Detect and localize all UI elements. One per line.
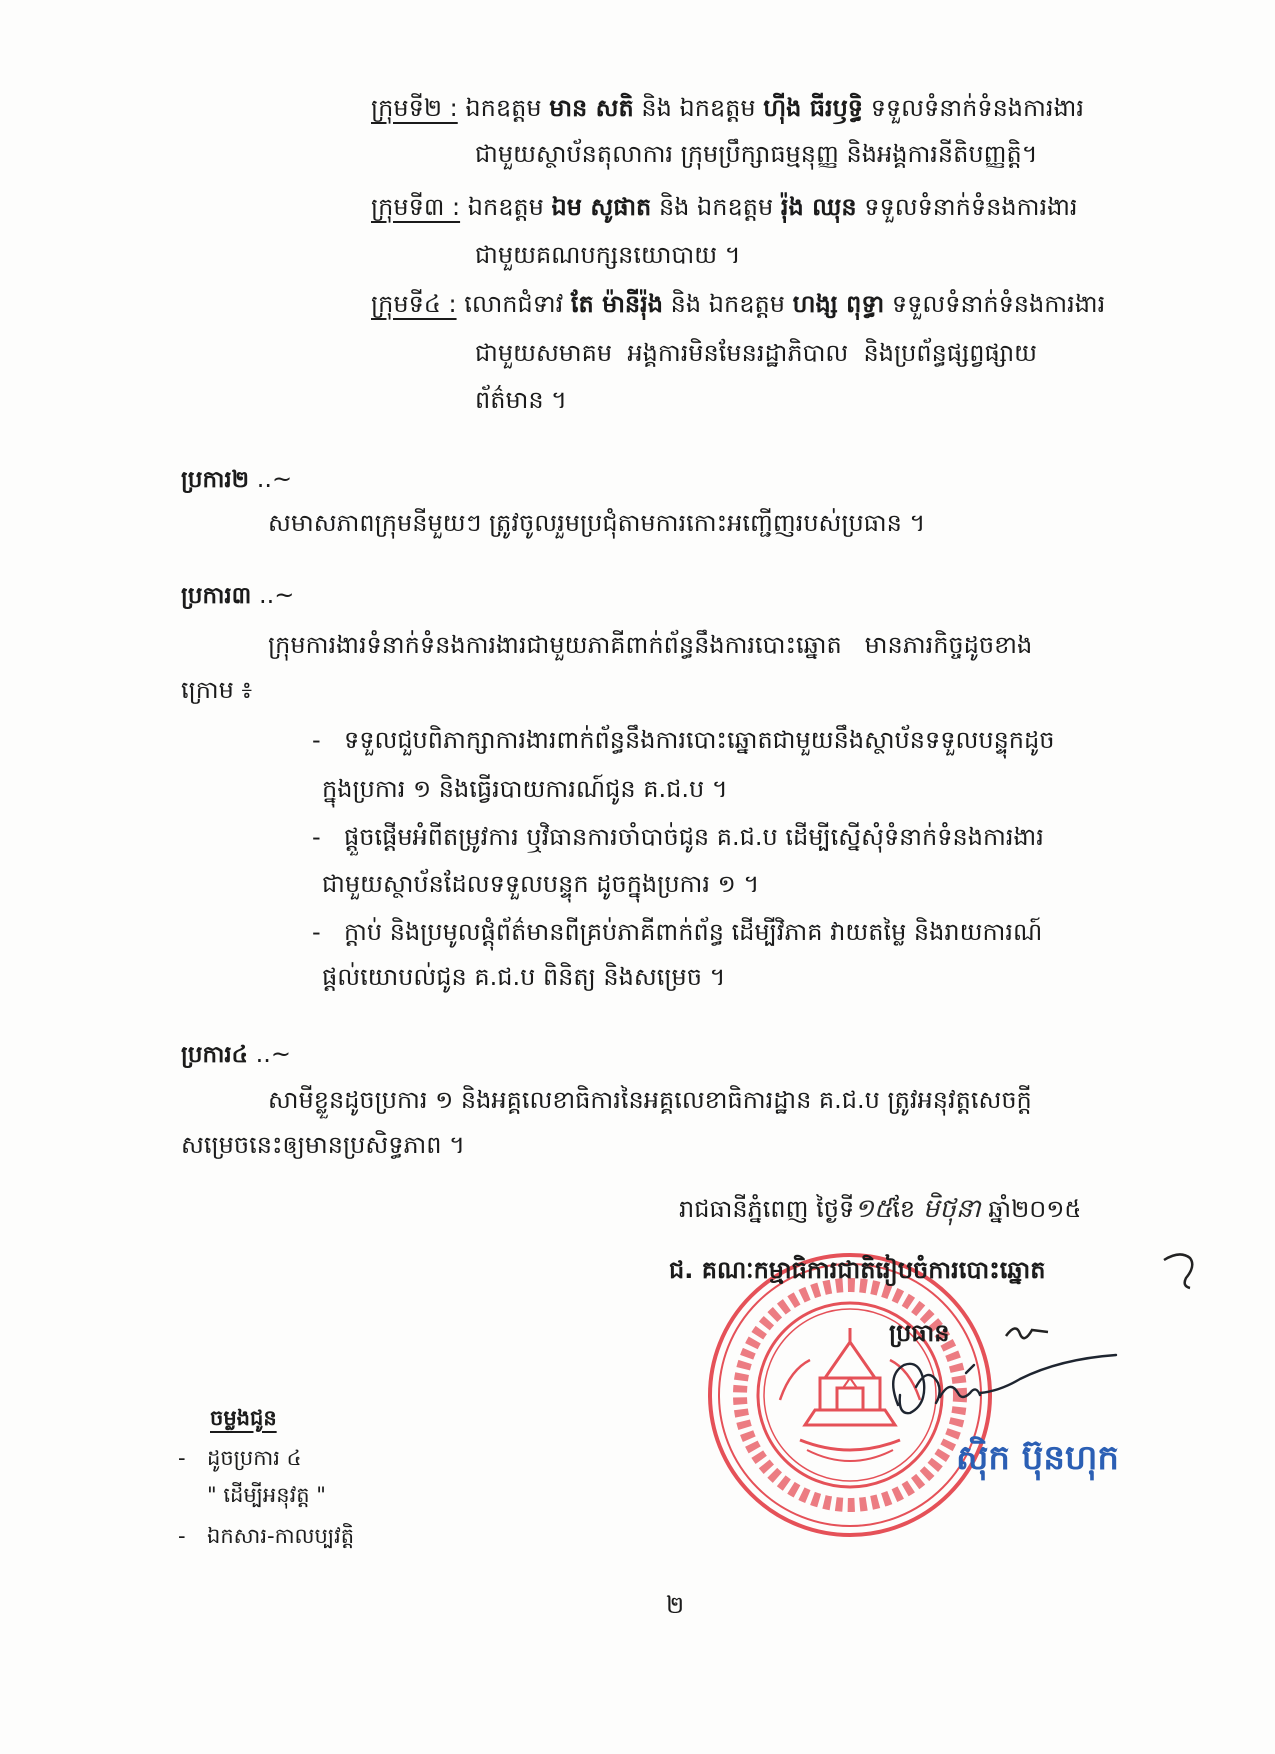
cc-heading: ចម្លងជូន (210, 1406, 277, 1430)
bullet-text: ទទួលជួបពិភាក្សាការងារពាក់ព័ន្ធនឹងការបោះឆ្នោតជាមួយនឹងស្ថាប័នទទួលបន្ទុកដូច (344, 726, 1055, 754)
bullet-marker: - (312, 726, 321, 754)
group-label: ក្រុមទី៣ : (371, 193, 461, 221)
article-mark: ..~ (255, 1040, 291, 1068)
cc-marker: - (178, 1446, 186, 1470)
organization-name: ជ. គណៈកម្មាធិការជាតិរៀបចំការបោះឆ្នោត (669, 1256, 1046, 1284)
article-heading (181, 575, 581, 619)
article-mark: ..~ (258, 581, 295, 609)
handwritten-mark-icon (1160, 1248, 1210, 1292)
article-title: ប្រការ២ (181, 467, 250, 493)
bullet-text: ក្តាប់ និងប្រមូលផ្តុំព័ត៌មានពីគ្រប់ភាគីពាក់ព័ន្ធ ដើម្បីវិភាគ វាយតម្លៃ និងរាយការណ៍ (344, 918, 1043, 946)
article-heading (181, 1034, 581, 1078)
article-paragraph: សមាសភាពក្រុមនីមួយៗ ត្រូវចូលរួមប្រជុំតាមការកោះអញ្ជើញរបស់ប្រធាន ។ (268, 509, 926, 537)
bullet-marker: - (312, 823, 321, 851)
article-paragraph: សម្រេចនេះឲ្យមានប្រសិទ្ធភាព ។ (181, 1131, 465, 1159)
group-line (371, 284, 1186, 328)
date-year: ឆ្នាំ២០១៥ (988, 1195, 1082, 1223)
date-prefix: រាជធានីភ្នំពេញ ថ្ងៃទី (679, 1195, 855, 1223)
group-title: ឯកឧត្តម (465, 94, 542, 122)
group-title: ឯកឧត្តម (467, 193, 544, 221)
group-duty: ទទួលទំនាក់ទំនងការងារ (870, 94, 1084, 122)
group-conjunction: និង ឯកឧត្តម (658, 193, 774, 221)
group-line (371, 88, 1186, 132)
member-name: ឯម សូផាត (551, 193, 652, 221)
member-name: ហ៊ីង ធីរឫទ្ធិ (763, 94, 864, 122)
group-duty: ទទួលទំនាក់ទំនងការងារ (864, 193, 1078, 221)
bullet-text: ផ្តួចផ្តើមអំពីតម្រូវការ ឬវិធានការចាំបាច់ជូន គ.ជ.ប ដើម្បីស្នើសុំទំនាក់ទំនងការងារ (344, 823, 1044, 851)
group-continuation: ជាមួយគណបក្សនយោបាយ ។ (475, 241, 741, 269)
cc-marker: - (178, 1524, 186, 1548)
article-title: ប្រការ៣ (181, 583, 252, 609)
place-date (679, 1189, 1189, 1233)
group-conjunction: និង ឯកឧត្តម (670, 290, 785, 318)
month-prefix: ខែ (892, 1195, 916, 1223)
handwritten-month: មិថុនា (922, 1194, 981, 1224)
article-heading (181, 459, 581, 503)
group-line (371, 187, 1186, 231)
group-label: ក្រុមទី២ : (371, 94, 458, 122)
member-name: រ៉ុង ឈុន (780, 193, 857, 221)
group-duty: ទទួលទំនាក់ទំនងការងារ (891, 290, 1106, 318)
member-name: តែ ម៉ានីរ៉ុង (570, 290, 664, 318)
article-mark: ..~ (256, 465, 293, 493)
bullet-marker: - (312, 918, 321, 946)
cc-item: " ដើម្បីអនុវត្ត " (207, 1483, 326, 1507)
member-name: មាន សតិ (549, 94, 634, 122)
group-continuation: ជាមួយសមាគម អង្គការមិនមែនរដ្ឋាភិបាល និងប្រព័ន្ធផ្សព្វផ្សាយ (475, 339, 1037, 367)
cc-item: ដូចប្រការ ៤ (207, 1446, 302, 1470)
member-name: ហង្ស ពុទ្ធា (792, 290, 885, 318)
bullet-text: ក្នុងប្រការ ១ និងធ្វើរបាយការណ៍ជូន គ.ជ.ប ។ (322, 775, 728, 803)
article-title: ប្រការ៤ (181, 1042, 248, 1068)
group-continuation: ជាមួយស្ថាប័នតុលាការ ក្រុមប្រឹក្សាធម្មនុញ្ញ និងអង្គការនីតិបញ្ញត្តិ។ (475, 140, 1038, 168)
signature-icon (880, 1335, 1130, 1435)
group-continuation: ព័ត៌មាន ។ (475, 386, 568, 414)
handwritten-day: ១៥ (854, 1194, 893, 1224)
cc-item: ឯកសារ-កាលប្បវត្តិ (207, 1524, 355, 1548)
article-paragraph: ក្រោម ៖ (181, 676, 253, 704)
position-title: ប្រធាន (889, 1319, 950, 1347)
signer-name: ស៊ិក ប៊ុនហុក (956, 1438, 1119, 1478)
bullet-text: ផ្តល់យោបល់ជូន គ.ជ.ប ពិនិត្យ និងសម្រេច ។ (322, 963, 726, 991)
group-conjunction: និង ឯកឧត្តម (641, 94, 756, 122)
group-title: លោកជំទាវ (464, 290, 564, 318)
page-number: ២ (666, 1591, 685, 1619)
group-label: ក្រុមទី៤ : (371, 290, 457, 318)
bullet-text: ជាមួយស្ថាប័នដែលទទួលបន្ទុក ដូចក្នុងប្រការ ១ ។ (322, 870, 760, 898)
article-paragraph: សាមីខ្លួនដូចប្រការ ១ និងអគ្គលេខាធិការនៃអគ្គលេខាធិការដ្ឋាន គ.ជ.ប ត្រូវអនុវត្តសេចក្តី (268, 1086, 1032, 1114)
article-paragraph: ក្រុមការងារទំនាក់ទំនងការងារជាមួយភាគីពាក់ព័ន្ធនឹងការបោះឆ្នោត មានភារកិច្ចដូចខាង (268, 631, 1033, 659)
